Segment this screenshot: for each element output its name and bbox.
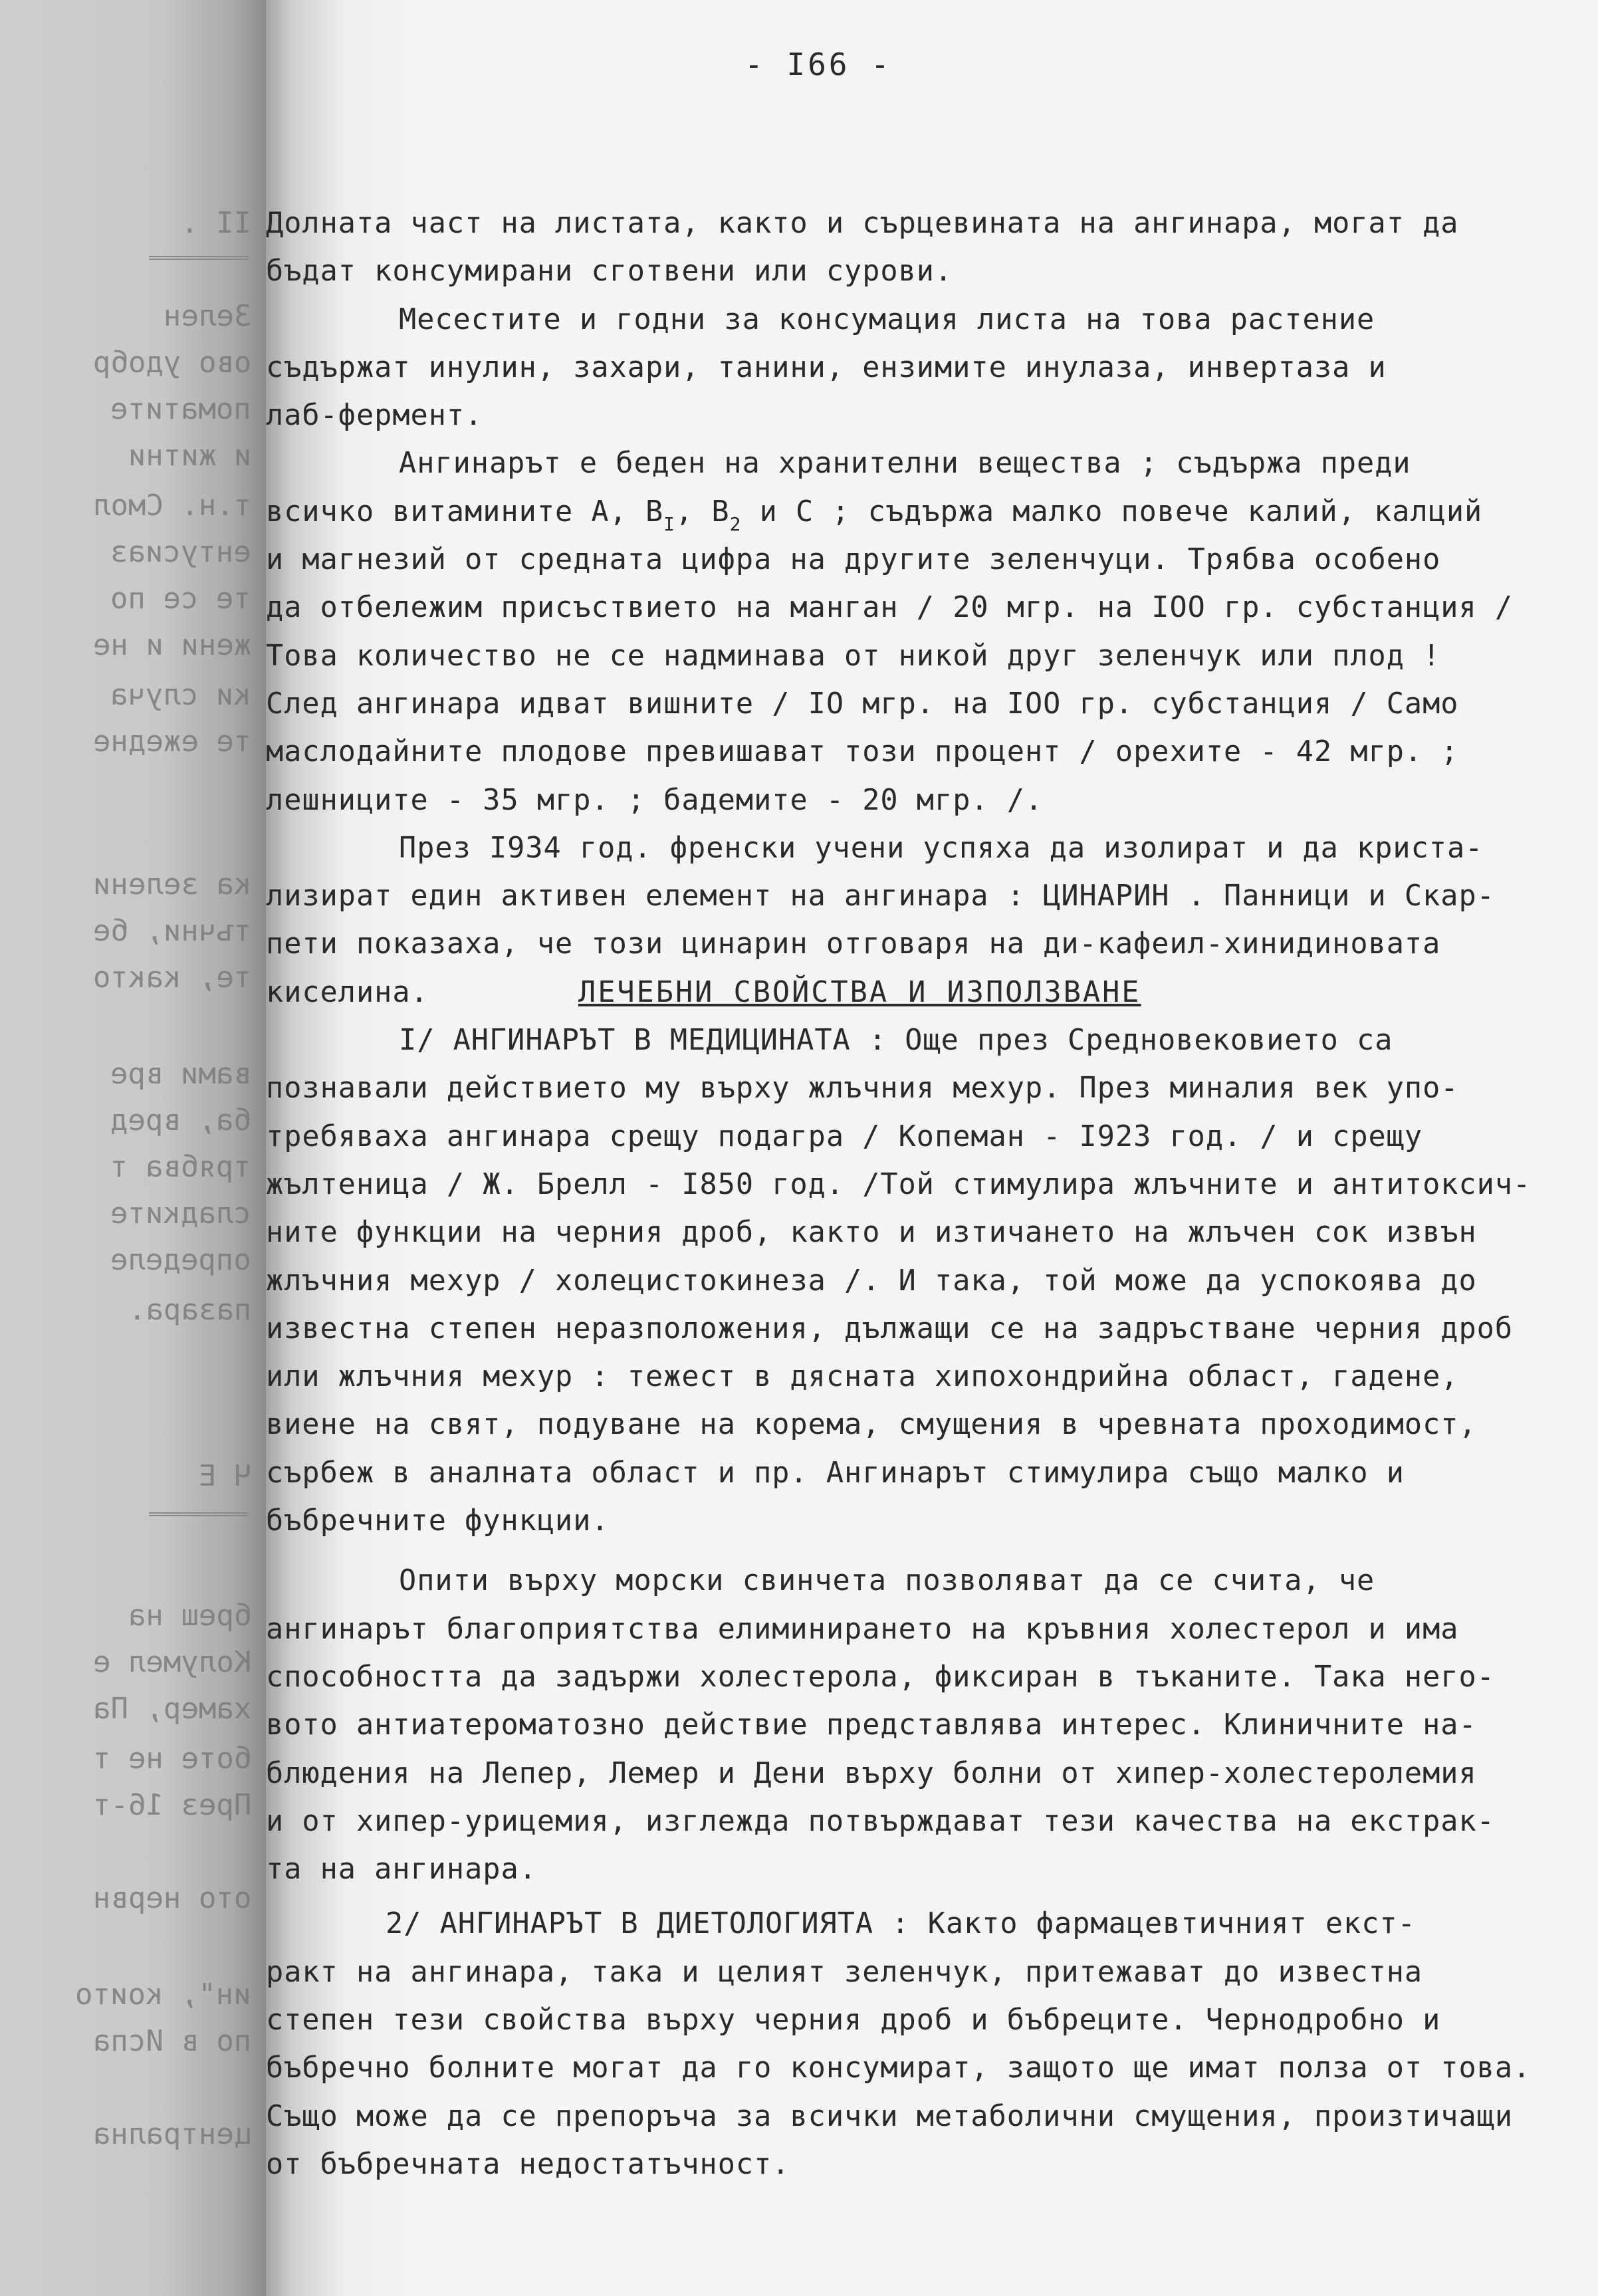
facing-fragment: II .	[181, 206, 251, 240]
text-line: ангинарът благоприятства елиминирането на кръвния холестерол и има	[266, 1612, 1459, 1646]
text-line: бъбречните функции.	[266, 1504, 610, 1538]
text-line: лешниците - 35 мгр. ; бадемите - 20 мгр. /.	[266, 783, 1044, 817]
facing-page-edge	[0, 0, 266, 2296]
typewritten-page	[266, 0, 1598, 2296]
facing-fragment: централна	[92, 2117, 251, 2151]
text-line: Долната част на листата, както и сърцевината на ангинара, могат да	[266, 207, 1459, 240]
text-line: маслодайните плодове превишават този процент / орехите - 42 мгр. ;	[266, 735, 1459, 769]
text-line: та на ангинара.	[266, 1853, 537, 1887]
text-line: требяваха ангинара срещу подагра / Копеман - I923 год. / и срещу	[266, 1119, 1423, 1153]
facing-fragment: бреш на	[128, 1599, 251, 1633]
facing-rule	[149, 1512, 249, 1516]
paragraph-start: 2/ АНГИНАРЪТ В ДИЕТОЛОГИЯТА : Както фармацевтичният екст-	[386, 1907, 1416, 1941]
paragraph-start: I/ АНГИНАРЪТ В МЕДИЦИНАТА : Още през Средновековието са	[399, 1024, 1393, 1058]
text-fragment: киселина.	[266, 975, 429, 1009]
text-line: ракт на ангинара, така и целият зеленчук, притежават до известна	[266, 1955, 1423, 1989]
facing-fragment: те ежедне	[92, 725, 251, 758]
page-number: - I66 -	[744, 47, 892, 82]
text-line: ните функции на черния дроб, както и изтичането на жлъчен сок извън	[266, 1216, 1477, 1250]
facing-fragment: ба, вред	[110, 1103, 251, 1137]
facing-fragment: ото нервн	[92, 1881, 251, 1915]
facing-fragment: ка зелени	[92, 867, 251, 901]
facing-fragment: по в Испа	[92, 2024, 251, 2058]
text-line: виене на свят, подуване на корема, смущения в чревната проходимост,	[266, 1408, 1477, 1442]
facing-fragment: сладките	[110, 1197, 251, 1230]
text-line: степен тези свойства върху черния дроб и бъбреците. Чернодробно и	[266, 2003, 1441, 2037]
facing-fragment: определе	[110, 1243, 251, 1277]
facing-fragment: Зелен	[163, 299, 251, 333]
text-line: способността да задържи холестерола, фиксиран в тъканите. Така него-	[266, 1660, 1495, 1694]
text-line: жлъчния мехур / холецистокинеза /. И така, той може да успокоява до	[266, 1264, 1477, 1298]
text-line: познавали действието му върху жлъчния мехур. През миналия век упо-	[266, 1072, 1459, 1105]
heading-line	[266, 969, 1589, 1016]
paragraph-start: Ангинарът е беден на хранителни вещества ; съдържа преди	[399, 447, 1411, 481]
facing-fragment: хамер, Па	[92, 1692, 251, 1726]
text-line: или жлъчния мехур : тежест в дясната хипохондрийна област, гадене,	[266, 1360, 1459, 1394]
text-line: Също може да се препоръча за всички метаболични смущения, произтичащи	[266, 2099, 1514, 2133]
facing-fragment: и житни	[128, 439, 251, 473]
text-line: вото антиатероматозно действие представлява интерес. Клиничните на-	[266, 1708, 1477, 1742]
text-line: и магнезий от средната цифра на другите зеленчуци. Трябва особено	[266, 543, 1441, 577]
facing-fragment: Ч Е	[198, 1459, 251, 1493]
facing-fragment: те, както	[92, 961, 251, 994]
text-line: известна степен неразположения, дължащи се на задръстване черния дроб	[266, 1312, 1514, 1345]
facing-fragment: тъчни, бе	[92, 914, 251, 948]
facing-fragment: жени и не	[92, 628, 251, 662]
facing-fragment: вами вре	[110, 1057, 251, 1091]
text-line: блюдения на Лепер, Лемер и Дени върху болни от хипер-холестеролемия	[266, 1756, 1477, 1790]
text-line: бъбречно болните могат да го консумират, защото ще имат полза от това.	[266, 2051, 1532, 2085]
facing-fragment: ин", които	[75, 1978, 251, 2011]
text-line: бъдат консумирани сготвени или сурови.	[266, 255, 953, 288]
text-line: и от хипер-урицемия, изглежда потвърждават тези качества на екстрак-	[266, 1804, 1495, 1838]
section-heading: ЛЕЧЕБНИ СВОЙСТВА И ИЗПОЛЗВАНЕ	[578, 975, 1141, 1009]
facing-fragment: те се по	[110, 582, 251, 616]
text-line: пети показаха, че този цинарин отговаря на ди-кафеил-хинидиновата	[266, 927, 1441, 961]
vitamin-text: всичко витамините А, В	[266, 495, 664, 528]
text-line: лаб-фермент.	[266, 399, 483, 433]
facing-fragment: т.н. Смол	[92, 489, 251, 522]
vitamin-subscript: I	[663, 513, 676, 535]
facing-fragment: поматите	[110, 392, 251, 426]
facing-rule	[149, 256, 249, 260]
vitamin-text: , В	[675, 495, 730, 528]
facing-fragment: трябва т	[110, 1150, 251, 1184]
facing-fragment: ово удобр	[92, 346, 251, 380]
facing-fragment: ки случа	[110, 678, 251, 712]
facing-fragment: ентусиаз	[110, 535, 251, 569]
paragraph-start: През I934 год. френски учени успяха да изолират и да криста-	[399, 831, 1484, 865]
text-line: лизират един активен елемент на ангинара : ЦИНАРИН . Панници и Скар-	[266, 879, 1495, 913]
vitamin-text: и С ; съдържа малко повече калий, калций	[741, 495, 1483, 528]
text-line: Това количество не се надминава от никой друг зеленчук или плод !	[266, 639, 1441, 673]
text-line: съдържат инулин, захари, танини, ензимите инулаза, инвертаза и	[266, 350, 1387, 384]
page-body	[266, 199, 1589, 2188]
facing-fragment: Колумел е	[92, 1645, 251, 1679]
text-line: жълтеница / Ж. Брелл - I850 год. /Той стимулира жлъчните и антитоксич-	[266, 1167, 1532, 1201]
text-line: да отбележим присъствието на манган / 20 мгр. на IOO гр. субстанция /	[266, 591, 1514, 625]
vitamin-subscript: 2	[729, 513, 742, 535]
text-line: от бъбречната недостатъчност.	[266, 2147, 790, 2181]
paragraph-start: Месестите и годни за консумация листа на това растение	[399, 302, 1375, 336]
facing-fragment: боте не т	[92, 1742, 251, 1776]
paragraph-start: Опити върху морски свинчета позволяват да се счита, че	[399, 1564, 1375, 1598]
text-line: След ангинара идват вишните / IO мгр. на IOO гр. субстанция / Само	[266, 687, 1459, 721]
facing-fragment: пазара.	[128, 1293, 251, 1327]
text-line: сърбеж в аналната област и пр. Ангинарът стимулира също малко и	[266, 1456, 1405, 1490]
facing-fragment: През 16-т	[92, 1788, 251, 1822]
vitamin-line	[266, 488, 1589, 536]
